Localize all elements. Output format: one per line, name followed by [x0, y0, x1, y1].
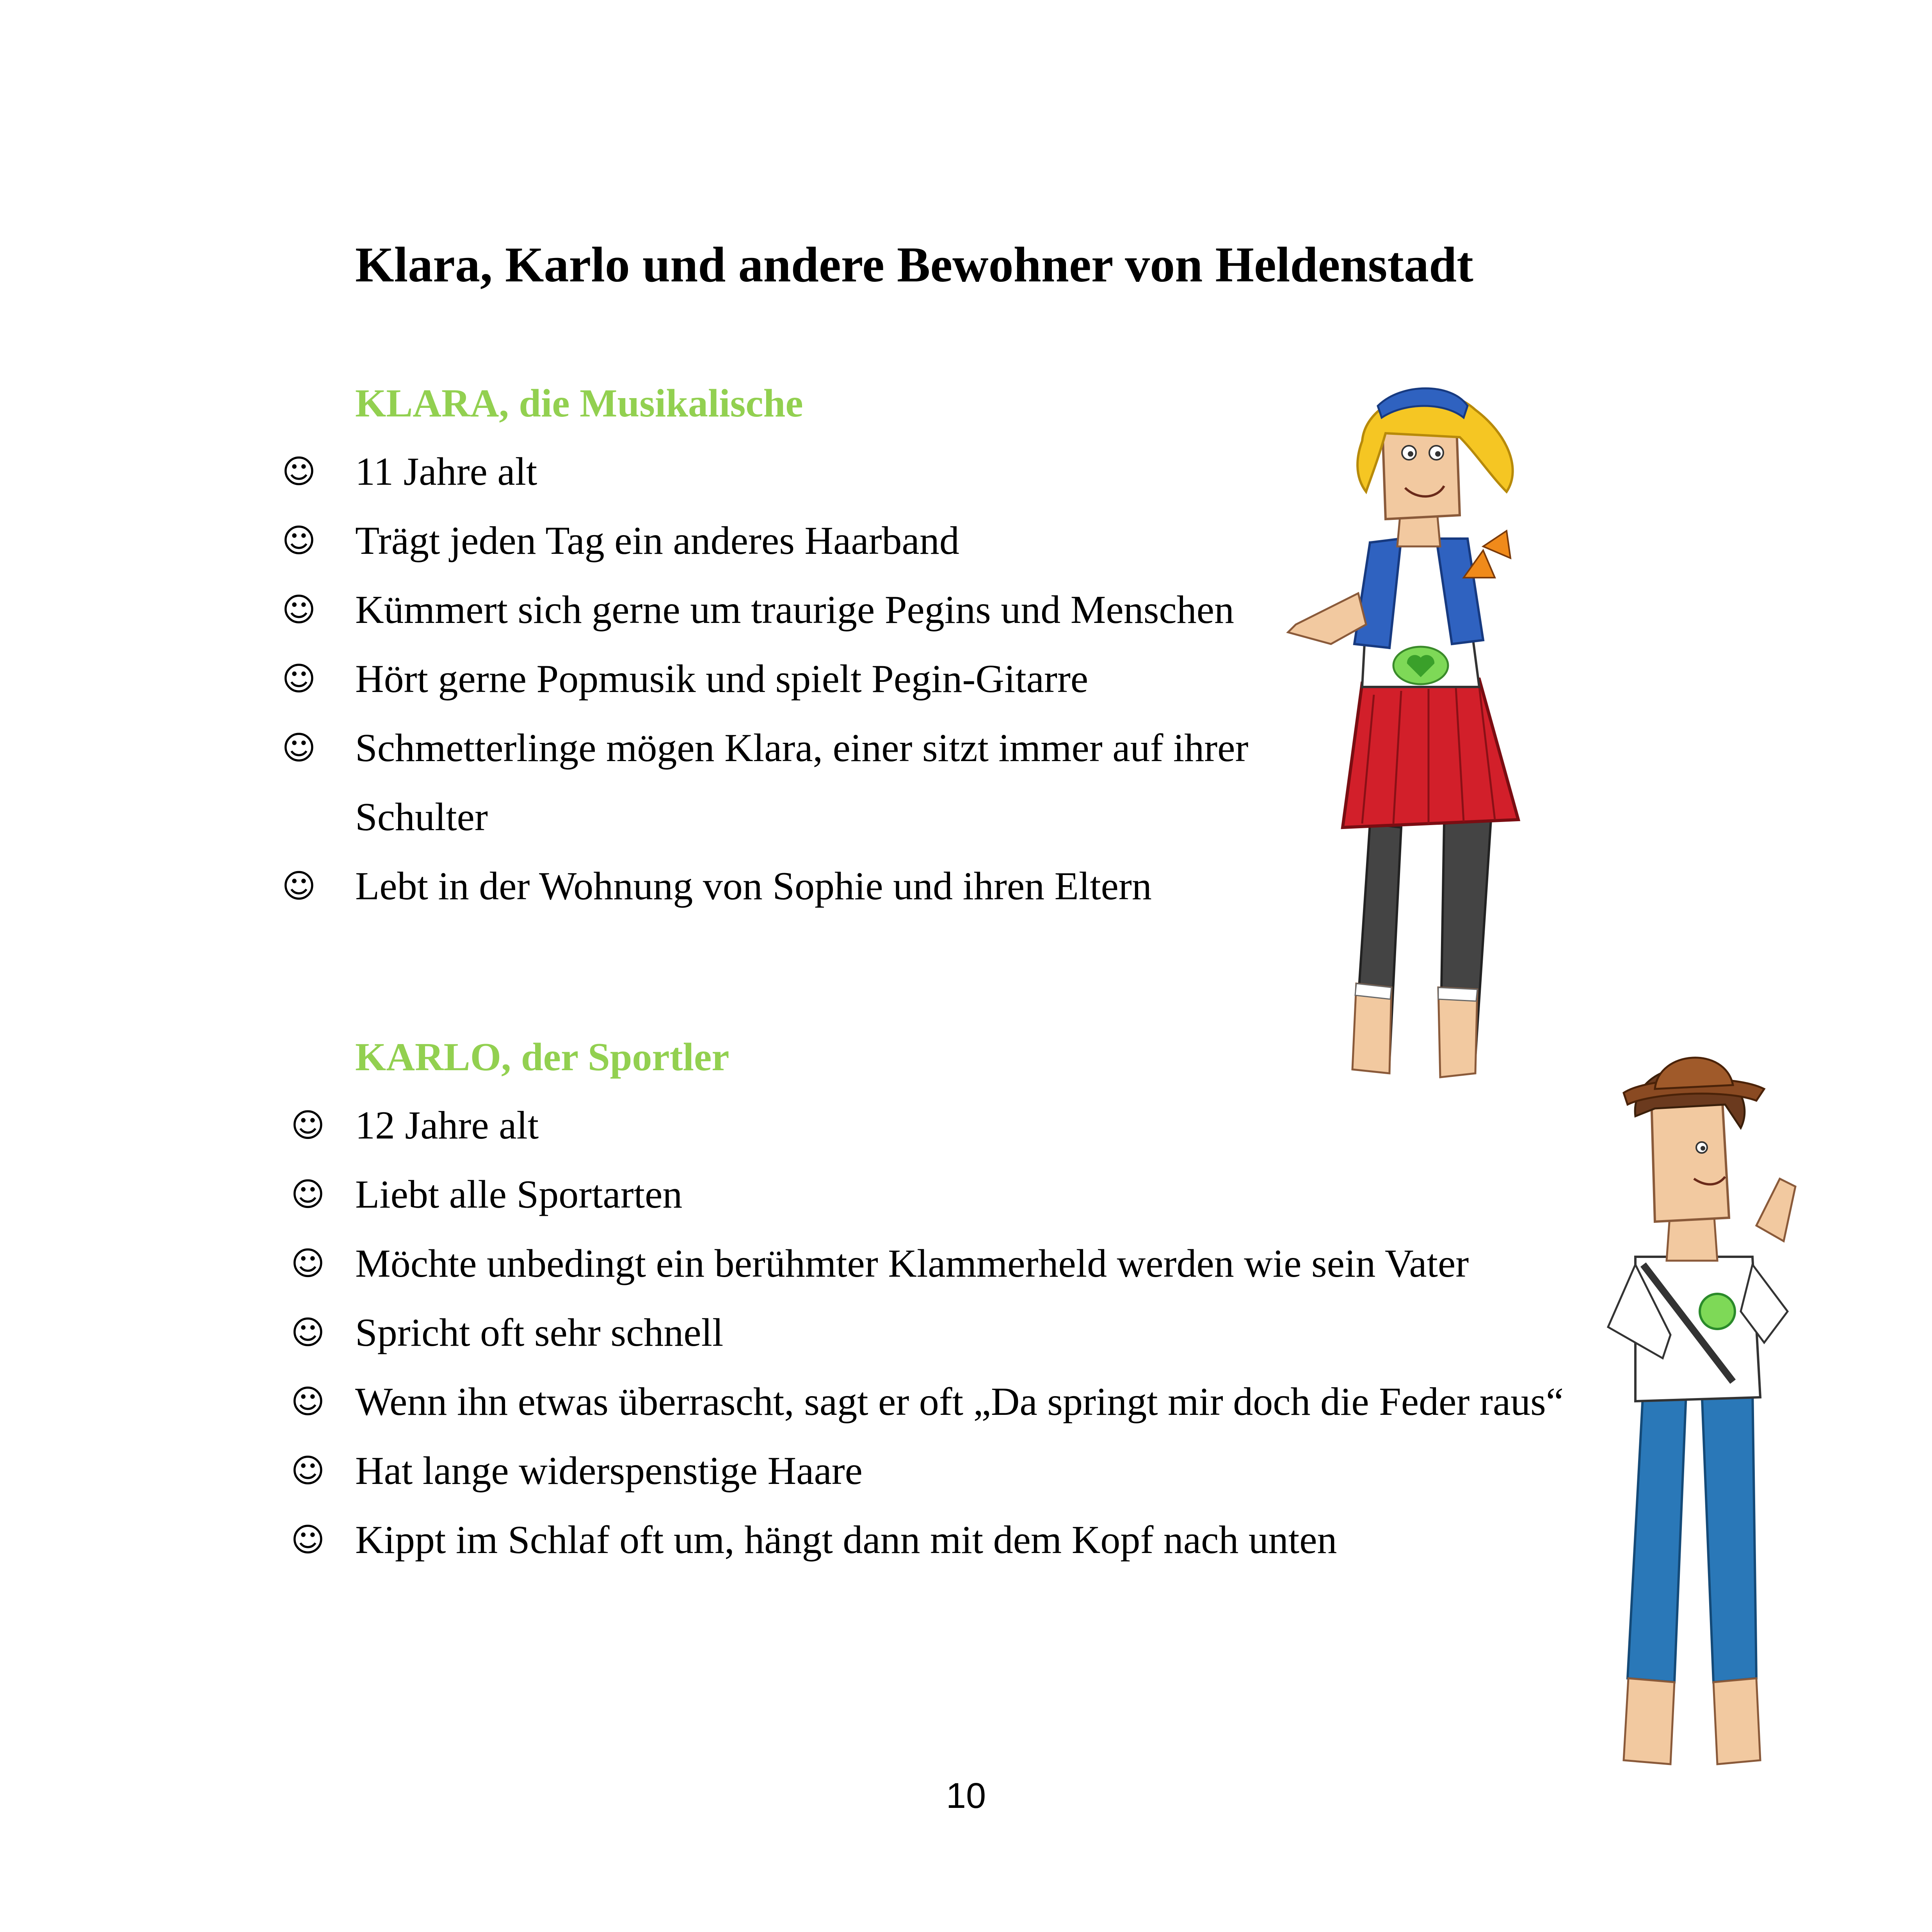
smiley-icon: ☺ [282, 867, 316, 905]
page-title: Klara, Karlo und andere Bewohner von Heldenstadt [355, 237, 1473, 292]
smiley-icon: ☺ [291, 1382, 325, 1421]
klara-list [0, 437, 1261, 921]
smiley-icon: ☺ [282, 660, 316, 698]
klara-illustration [1272, 375, 1585, 1116]
list-item-text: 12 Jahre alt [355, 1103, 539, 1147]
list-item [0, 852, 1261, 921]
list-item-text: Trägt jeden Tag ein anderes Haarband [355, 519, 959, 563]
list-item-text: Spricht oft sehr schnell [355, 1311, 724, 1355]
list-item-text: Kippt im Schlaf oft um, hängt dann mit dem Kopf nach unten [355, 1518, 1337, 1562]
page-number: 10 [946, 1776, 986, 1816]
smiley-icon: ☺ [291, 1313, 325, 1352]
smiley-icon: ☺ [282, 521, 316, 560]
list-item [0, 575, 1261, 644]
karlo-heading: KARLO, der Sportler [355, 1035, 729, 1079]
smiley-icon: ☺ [291, 1244, 325, 1283]
list-item-text: Wenn ihn etwas überrascht, sagt er oft „Da springt mir doch die Feder raus“ [355, 1380, 1564, 1424]
karlo-list [0, 1091, 1564, 1574]
smiley-icon: ☺ [291, 1106, 325, 1144]
smiley-icon: ☺ [282, 729, 316, 767]
list-item [0, 1436, 1564, 1505]
smiley-icon: ☺ [282, 591, 316, 629]
list-item [0, 1367, 1564, 1436]
smiley-icon: ☺ [291, 1175, 325, 1213]
list-item-text: Hat lange widerspenstige Haare [355, 1449, 863, 1493]
smiley-icon: ☺ [291, 1452, 325, 1490]
list-item [0, 1160, 1564, 1229]
list-item [0, 644, 1261, 713]
list-item [0, 506, 1261, 575]
list-item [0, 713, 1261, 852]
list-item [0, 437, 1261, 506]
list-item [0, 1298, 1564, 1367]
smiley-icon: ☺ [282, 452, 316, 491]
list-item-text: Möchte unbedingt ein berühmter Klammerheld werden wie sein Vater [355, 1242, 1469, 1286]
list-item-text: Lebt in der Wohnung von Sophie und ihren Eltern [355, 864, 1152, 908]
list-item-text: Hört gerne Popmusik und spielt Pegin-Gitarre [355, 657, 1089, 701]
list-item-text: Kümmert sich gerne um traurige Pegins und Menschen [355, 588, 1234, 632]
list-item-text: Liebt alle Sportarten [355, 1172, 683, 1217]
smiley-icon: ☺ [291, 1521, 325, 1559]
list-item-text: 11 Jahre alt [355, 450, 537, 494]
karlo-illustration [1585, 1038, 1827, 1780]
list-item [0, 1505, 1564, 1574]
list-item-text: Schmetterlinge mögen Klara, einer sitzt immer auf ihrer Schulter [355, 726, 1249, 839]
list-item [0, 1229, 1564, 1298]
klara-heading: KLARA, die Musikalische [355, 381, 803, 425]
